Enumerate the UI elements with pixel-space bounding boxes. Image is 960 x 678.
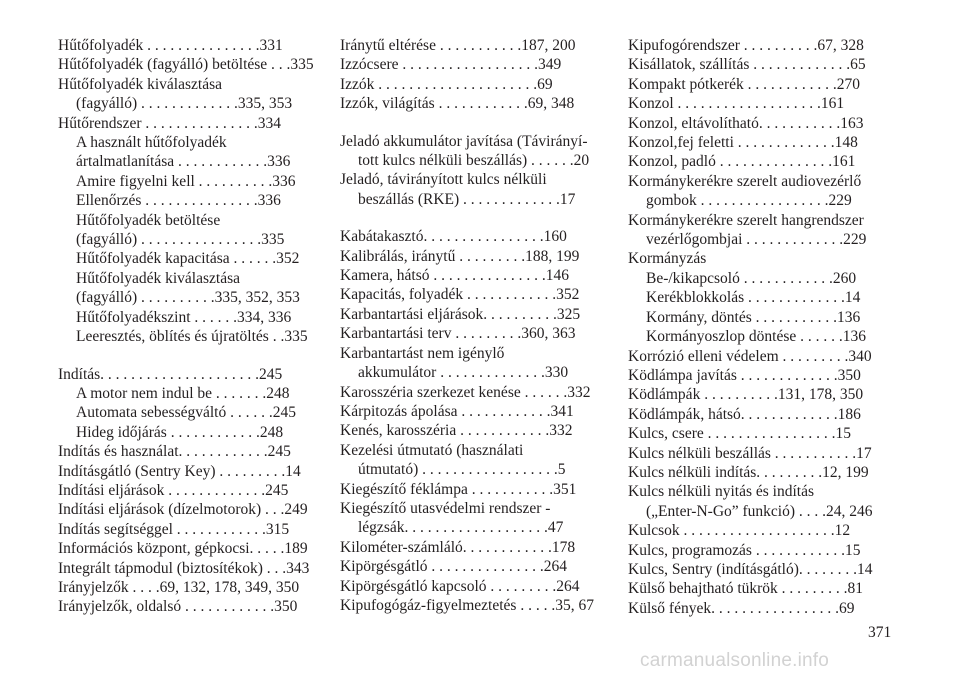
index-entry: Kulcs, programozás . . . . . . . . . . . .15 (628, 541, 861, 559)
index-entry: Külső behajtható tükrök . . . . . . . . .81 (628, 580, 864, 598)
index-entry: Izzócsere . . . . . . . . . . . . . . . . . .349 (340, 56, 562, 74)
index-entry: Indítási eljárások (dízelmotorok) . . .249 (58, 501, 308, 519)
index-entry-continuation: útmutató) . . . . . . . . . . . . . . . . . .5 (358, 461, 566, 479)
index-subentry: (fagyálló) . . . . . . . . . . . . . . . .335 (76, 231, 285, 249)
index-entry: Kulcs nélküli nyitás és indítás (628, 483, 814, 501)
index-subentry: Be-/kikapcsoló . . . . . . . . . . . .260 (646, 269, 857, 287)
index-entry-continuation: gombok . . . . . . . . . . . . . . . . .229 (646, 192, 852, 210)
index-entry: Kormánykerékre szerelt hangrendszer (628, 211, 864, 229)
index-entry: Indításgátló (Sentry Key) . . . . . . . . .14 (58, 462, 301, 480)
index-subentry: Hűtőfolyadék kiválasztása (76, 269, 240, 287)
index-entry: Kabátakasztó. . . . . . . . . . . . . . . .160 (340, 228, 567, 246)
index-subentry: Hideg időjárás . . . . . . . . . . . .248 (76, 423, 284, 441)
index-entry: Ködlámpák . . . . . . . . . .131, 178, 350 (628, 386, 864, 404)
index-entry: Kiegészítő féklámpa . . . . . . . . . . .351 (340, 480, 577, 498)
index-subentry: Automata sebességváltó . . . . . .245 (76, 404, 296, 422)
index-entry: Konzol . . . . . . . . . . . . . . . . . . .161 (628, 95, 845, 113)
watermark[interactable]: carmanualsonline.info (640, 650, 830, 671)
index-subentry: Hűtőfolyadék betöltése (76, 211, 221, 229)
index-entry: Kipörgésgátló kapcsoló . . . . . . . . .264 (340, 577, 580, 595)
index-subentry: ártalmatlanítása . . . . . . . . . . . .336 (76, 153, 291, 171)
index-entry: Ködlámpa javítás . . . . . . . . . . . . .350 (628, 366, 861, 384)
section-gap (58, 347, 320, 365)
index-entry: Jeladó, távirányított kulcs nélküli (340, 171, 547, 189)
index-entry: Izzók . . . . . . . . . . . . . . . . . . . . .69 (340, 75, 553, 93)
index-entry: Kompakt pótkerék . . . . . . . . . . . .270 (628, 75, 861, 93)
index-entry: Kulcsok . . . . . . . . . . . . . . . . . . . .12 (628, 522, 851, 540)
index-subentry: Kormány, döntés . . . . . . . . . . .136 (646, 308, 861, 326)
index-entry: Kulcs, Sentry (indításgátló). . . . . . . .14 (628, 560, 873, 578)
index-entry: Külső fények. . . . . . . . . . . . . . . . .69 (628, 599, 855, 617)
index-entry: Jeladó akkumulátor javítása (Távirányí- (340, 132, 588, 150)
index-entry: Hűtőfolyadék . . . . . . . . . . . . . . .331 (58, 37, 283, 54)
index-entry: Integrált tápmodul (biztosítékok) . . .343 (58, 559, 310, 577)
index-entry: Kulcs nélküli beszállás . . . . . . . . . . .17 (628, 444, 872, 462)
index-entry-continuation: beszállás (RKE) . . . . . . . . . . . . .17 (358, 190, 576, 208)
index-entry: Kezelési útmutató (használati (340, 441, 524, 459)
section-gap (340, 114, 608, 132)
section-gap (340, 209, 608, 227)
index-subentry: Leeresztés, öblítés és újratöltés . .335 (76, 328, 308, 346)
index-entry: Karbantartási terv . . . . . . . . .360, 363 (340, 325, 576, 343)
index-entry: Kapacitás, folyadék . . . . . . . . . . . .352 (340, 286, 580, 304)
index-entry: Kamera, hátsó . . . . . . . . . . . . . . .146 (340, 267, 570, 285)
index-entry: Hűtőfolyadék (fagyálló) betöltése . . .335 (58, 56, 314, 74)
index-subentry: Kormányoszlop döntése . . . . . .136 (646, 328, 866, 346)
index-entry: Kiegészítő utasvédelmi rendszer - (340, 499, 551, 517)
index-subentry: Amire figyelni kell . . . . . . . . . .336 (76, 172, 296, 190)
index-entry: Indítás segítséggel . . . . . . . . . . . .315 (58, 520, 290, 538)
index-entry: Karbantartást nem igénylő (340, 344, 505, 362)
index-subentry: Hűtőfolyadékszint . . . . . .334, 336 (76, 308, 292, 326)
index-entry: Hűtőfolyadék kiválasztása (58, 75, 222, 93)
index-entry: Kilométer-számláló. . . . . . . . . . . .178 (340, 538, 576, 556)
index-entry-continuation: akkumulátor . . . . . . . . . . . . . .330 (358, 364, 569, 382)
index-entry-continuation: légzsák. . . . . . . . . . . . . . . . . . .47 (358, 519, 564, 537)
index-entry-continuation: (fagyálló) . . . . . . . . . . . . .335, 353 (76, 95, 293, 113)
index-column-2 (340, 36, 608, 615)
index-entry: Kenés, karosszéria . . . . . . . . . . . .332 (340, 422, 573, 440)
index-entry: Kárpitozás ápolása . . . . . . . . . . . .341 (340, 402, 574, 420)
index-entry: Izzók, világítás . . . . . . . . . . . .69, 348 (340, 95, 575, 113)
index-entry-continuation: vezérlőgombjai . . . . . . . . . . . . .229 (646, 231, 867, 249)
index-entry: Kipufogógáz-figyelmeztetés . . . . .35, 67 (340, 596, 594, 614)
index-entry: Karosszéria szerkezet kenése . . . . . .332 (340, 383, 591, 401)
index-subentry: A használt hűtőfolyadék (76, 134, 227, 152)
index-entry: Kulcs nélküli indítás. . . . . . . . .12, 199 (628, 463, 869, 481)
index-entry: Kormánykerékre szerelt audiovezérlő (628, 172, 862, 190)
index-entry: Hűtőrendszer . . . . . . . . . . . . . . .334 (58, 114, 281, 132)
index-entry: Konzol,fej feletti . . . . . . . . . . . . .148 (628, 134, 858, 152)
index-entry-continuation: tott kulcs nélküli beszállás) . . . . . .20 (358, 152, 590, 170)
index-entry: Indítás. . . . . . . . . . . . . . . . . . . . .245 (58, 365, 283, 383)
page-number: 371 (868, 624, 892, 641)
index-subentry: A motor nem indul be . . . . . . .248 (76, 384, 290, 402)
index-entry: Kipufogórendszer . . . . . . . . . .67, 328 (628, 37, 864, 54)
index-column-1 (58, 36, 320, 617)
index-entry: Konzol, eltávolítható. . . . . . . . . . .163 (628, 114, 864, 132)
index-entry: Kormányzás (628, 250, 707, 268)
index-entry: Ködlámpák, hátsó. . . . . . . . . . . . .186 (628, 405, 861, 423)
index-entry: Konzol, padló . . . . . . . . . . . . . . .161 (628, 153, 856, 171)
index-subentry: Ellenőrzés . . . . . . . . . . . . . . .336 (76, 192, 281, 210)
index-subentry: (fagyálló) . . . . . . . . . .335, 352, 353 (76, 289, 300, 307)
index-entry: Kipörgésgátló . . . . . . . . . . . . . . .264 (340, 558, 568, 576)
index-entry: Információs központ, gépkocsi. . . . .189 (58, 540, 308, 558)
index-entry: Kisállatok, szállítás . . . . . . . . . . . . .65 (628, 56, 866, 74)
index-subentry: Hűtőfolyadék kapacitása . . . . . .352 (76, 250, 300, 268)
index-column-3 (628, 36, 898, 618)
index-entry: Kulcs, csere . . . . . . . . . . . . . . . . .15 (628, 425, 851, 443)
index-entry: Irányjelzők, oldalsó . . . . . . . . . . . .350 (58, 598, 298, 616)
index-entry: Kalibrálás, iránytű . . . . . . . . .188, 199 (340, 247, 580, 265)
index-entry: Irányjelzők . . . .69, 132, 178, 349, 350 (58, 578, 300, 596)
index-subentry: Kerékblokkolás . . . . . . . . . . . . .14 (646, 289, 861, 307)
index-entry: Korrózió elleni védelem . . . . . . . . .340 (628, 347, 872, 365)
index-entry: Indítási eljárások . . . . . . . . . . . . .245 (58, 481, 289, 499)
index-entry: Indítás és használat. . . . . . . . . . . .245 (58, 443, 291, 461)
index-entry: Karbantartási eljárások. . . . . . . . . .325 (340, 305, 581, 323)
index-entry: Iránytű eltérése . . . . . . . . . . .187, 200 (340, 37, 576, 54)
index-entry-continuation: („Enter-N-Go” funkció) . . . .24, 246 (646, 502, 873, 520)
